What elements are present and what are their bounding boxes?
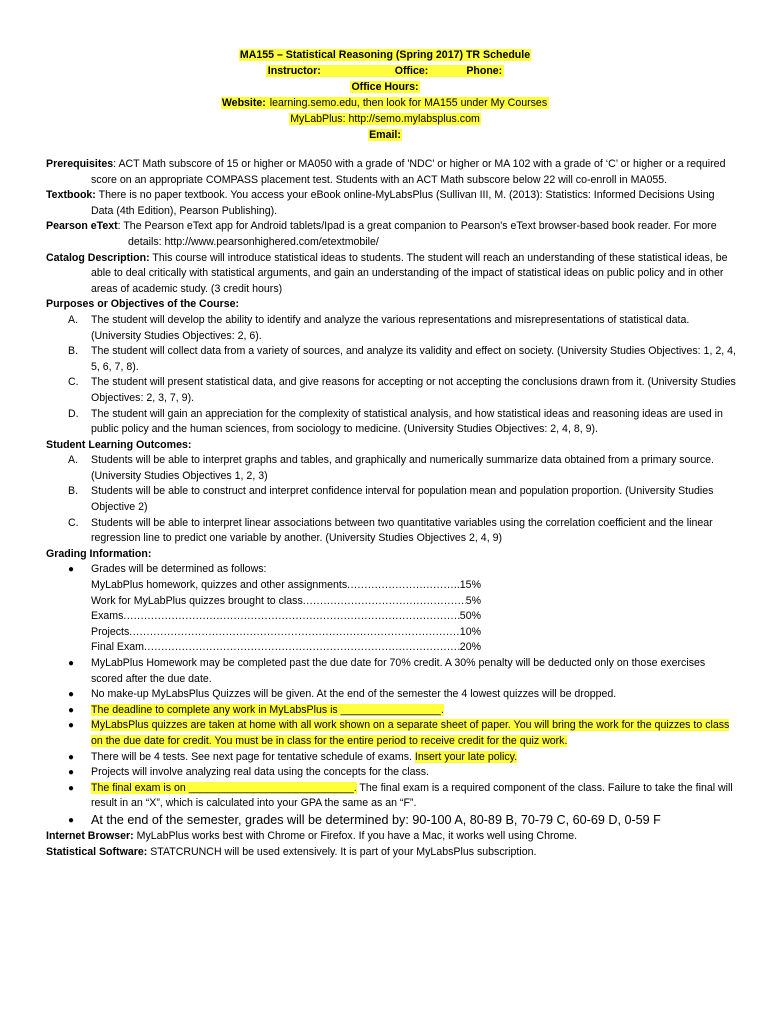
- list-item: [46, 344, 736, 375]
- office-label: Office:: [394, 65, 429, 77]
- list-item: [46, 718, 736, 749]
- etext-label: Pearson eText: [46, 220, 118, 233]
- list-item: [46, 765, 736, 781]
- grade-row: [91, 594, 481, 610]
- list-marker: A.: [68, 454, 79, 467]
- grade-label: Final Exam: [91, 641, 144, 654]
- list-item-text: Students will be able to interpret linear associations between two quantitative variables using the correlation coefficient and the linear regression line to predict one variable by another. (University Studies Objectives 2, 4, 9): [91, 516, 713, 545]
- prerequisites-text: : ACT Math subscore of 15 or higher or MA050 with a grade of 'NDC' or higher or MA 102 with a grade of ‘C’ or higher or a required score on an appropriate COMPASS placement test. Students with an ACT Math subscore below 22 will co-enroll in MA055.: [91, 158, 726, 186]
- bullet-icon: ●: [68, 704, 75, 716]
- tests-policy: There will be 4 tests. See next page for tentative schedule of exams.: [91, 750, 415, 763]
- etext-text: : The Pearson eText app for Android tablets/Ipad is a great companion to Pearson's eText browser-based book reader. For more details: http://www.pearsonhighered.com/etextmobile/: [117, 220, 717, 248]
- catalog-label: Catalog Description:: [46, 251, 150, 264]
- list-item: [46, 562, 736, 578]
- bullet-icon: ●: [68, 720, 75, 732]
- email-label: Email:: [369, 129, 401, 141]
- mylabplus-link[interactable]: MyLabPlus: http://semo.mylabsplus.com: [290, 113, 480, 125]
- grade-percent: 10%: [459, 625, 481, 638]
- grade-row: [91, 578, 481, 594]
- grading-list: [46, 562, 736, 829]
- grade-percent: 5%: [465, 594, 481, 607]
- list-item: [46, 687, 736, 703]
- browser-label: Internet Browser:: [46, 829, 134, 842]
- office-hours-label: Office Hours:: [351, 81, 419, 93]
- website-link[interactable]: learning.semo.edu, then look for MA155 under My Courses: [266, 97, 548, 109]
- bullet-icon: ●: [68, 564, 75, 576]
- list-item: [46, 516, 736, 547]
- grading-heading: Grading Information:: [46, 547, 152, 560]
- list-item: [46, 453, 736, 484]
- list-item: [46, 375, 736, 406]
- list-item: [46, 703, 736, 719]
- list-item-text: Students will be able to interpret graphs and tables, and graphically and numerically summarize data obtained from a primary source. (University Studies Objectives 1, 2, 3): [91, 454, 715, 482]
- list-item: [46, 750, 736, 766]
- final-exam-date: The final exam is on ____________________________.: [91, 781, 357, 794]
- list-item: [46, 407, 736, 438]
- grade-label: Exams: [91, 610, 124, 623]
- outcomes-list: [46, 453, 736, 547]
- list-item: [46, 781, 736, 812]
- projects-policy: Projects will involve analyzing real data using the concepts for the class.: [91, 766, 429, 779]
- list-item: [46, 484, 736, 515]
- homework-policy: MyLabPlus Homework may be completed past the due date for 70% credit. A 30% penalty will be deducted only on those exercises scored after the due date.: [91, 657, 706, 685]
- bullet-icon: ●: [68, 751, 75, 763]
- list-marker: D.: [68, 407, 79, 420]
- grade-scale: At the end of the semester, grades will be determined by: 90-100 A, 80-89 B, 70-79 C, 60-69 D, 0-59 F: [91, 812, 661, 827]
- list-marker: C.: [68, 376, 79, 389]
- makeup-policy: No make-up MyLabsPlus Quizzes will be given. At the end of the semester the 4 lowest quizzes will be dropped.: [91, 688, 617, 701]
- syllabus-body: [46, 157, 736, 860]
- grade-percent: 20%: [459, 641, 481, 654]
- instructor-label: Instructor:: [267, 65, 321, 77]
- course-title: MA155 – Statistical Reasoning (Spring 2017) TR Schedule: [239, 49, 531, 61]
- textbook-text: There is no paper textbook. You access your eBook online-MyLabsPlus (Sullivan III, M. (2013): Statistics: Informed Decisions Using Data (4th Edition), Pearson Publishing).: [91, 189, 715, 217]
- final-exam-policy: The final exam is a required component of the class. Failure to take the final will result in an “X”, which is calculated into your GPA the same as an “F”.: [91, 781, 733, 810]
- list-marker: B.: [68, 345, 79, 358]
- website-label: Website:: [221, 97, 266, 109]
- software-paragraph: [46, 845, 736, 861]
- quiz-policy: MyLabsPlus quizzes are taken at home with all work shown on a separate sheet of paper. You will bring the work for the quizzes to class on the due date for credit. You must be in class for the entire period to receive credit for the quiz work.: [91, 719, 730, 747]
- bullet-icon: ●: [68, 782, 75, 794]
- purposes-heading: Purposes or Objectives of the Course:: [46, 298, 240, 311]
- prerequisites-label: Prerequisites: [46, 158, 114, 170]
- list-marker: A.: [68, 313, 79, 326]
- list-item-text: The student will develop the ability to identify and analyze the various representations and misrepresentations of statistical data. (University Studies Objectives: 2, 6).: [91, 313, 690, 342]
- grade-percent: .15%: [456, 579, 481, 592]
- website-line: [221, 97, 549, 109]
- bullet-icon: ●: [68, 689, 75, 701]
- contact-line: [266, 65, 504, 77]
- list-marker: B.: [68, 485, 79, 498]
- outcomes-heading: Student Learning Outcomes:: [46, 438, 192, 451]
- textbook-paragraph: [46, 188, 736, 219]
- grade-label: Work for MyLabPlus quizzes brought to class: [91, 594, 303, 607]
- bullet-icon: ●: [68, 814, 75, 826]
- prerequisites-paragraph: [46, 157, 736, 188]
- list-item-text: Students will be able to construct and interpret confidence interval for population mean and population proportion. (University Studies Objective 2): [91, 485, 714, 514]
- grade-percent: 50%: [459, 610, 481, 623]
- late-policy-placeholder: Insert your late policy.: [414, 750, 518, 763]
- list-marker: C.: [68, 516, 79, 529]
- catalog-text: This course will introduce statistical ideas to students. The student will reach an understanding of these statistical ideas, be able to deal critically with statistical arguments, and gain an understanding of the impact of statistical ideas on public policy and in other areas of academic study. (3 credit hours): [91, 251, 728, 295]
- grade-row: [91, 609, 481, 625]
- software-text: STATCRUNCH will be used extensively. It is part of your MyLabsPlus subscription.: [147, 845, 537, 858]
- deadline-policy: The deadline to complete any work in MyLabsPlus is _________________.: [91, 703, 444, 716]
- bullet-icon: ●: [68, 767, 75, 779]
- phone-label: Phone:: [466, 65, 503, 77]
- purposes-list: [46, 313, 736, 438]
- list-item: [46, 812, 736, 829]
- list-item: [46, 313, 736, 344]
- list-item-text: The student will present statistical data, and give reasons for accepting or not accepting the conclusions drawn from it. (University Studies Objectives: 2, 3, 7, 9).: [91, 376, 736, 404]
- grade-label: Projects: [91, 625, 130, 638]
- syllabus-header: [0, 47, 770, 143]
- catalog-paragraph: [46, 251, 736, 298]
- list-item-text: The student will collect data from a variety of sources, and analyze its validity and effect on society. (University Studies Objectives: 1, 2, 4, 5, 6, 7, 8).: [91, 345, 736, 373]
- software-label: Statistical Software:: [46, 845, 148, 858]
- browser-paragraph: [46, 829, 736, 845]
- grade-label: MyLabPlus homework, quizzes and other assignments: [91, 579, 348, 592]
- list-item: [46, 656, 736, 687]
- grades-intro: Grades will be determined as follows:: [91, 563, 267, 576]
- browser-text: MyLabPlus works best with Chrome or Firefox. If you have a Mac, it works well using Chrome.: [133, 829, 578, 842]
- bullet-icon: ●: [68, 658, 75, 669]
- etext-paragraph: [46, 219, 736, 250]
- textbook-label: Textbook:: [46, 189, 96, 202]
- grade-row: [91, 640, 481, 656]
- list-item-text: The student will gain an appreciation for the complexity of statistical analysis, and how statistical ideas and reasoning ideas are used in public policy and the human sciences, from sociology to medicine. (University Studies Objectives: 2, 4, 8, 9).: [91, 407, 723, 436]
- grade-row: [91, 625, 481, 641]
- grade-weights: [46, 578, 736, 656]
